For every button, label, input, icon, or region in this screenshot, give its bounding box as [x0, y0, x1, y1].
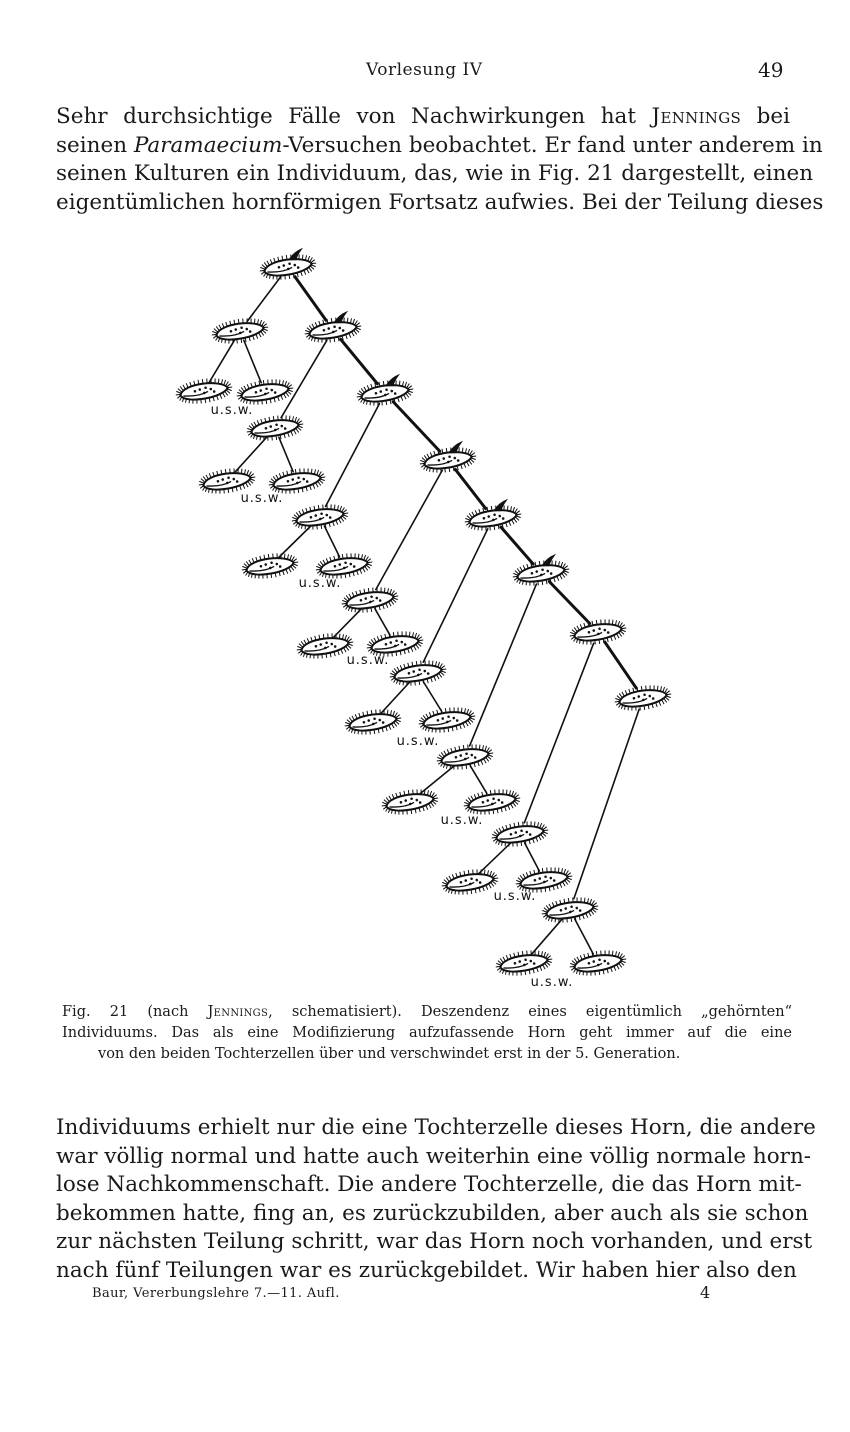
page-number: 49 — [758, 58, 784, 82]
branch-right-line — [575, 919, 594, 954]
paragraph-line: nach fünf Teilungen war es zurückgebildet. Wir haben hier also den — [56, 1257, 797, 1283]
signature-mark: 4 — [700, 1283, 711, 1302]
paramecium-cell — [210, 315, 270, 347]
paragraph-line: Individuums erhielt nur die eine Tochterzelle dieses Horn, die andere — [56, 1115, 816, 1140]
genus-name: Paramaecium — [133, 132, 283, 158]
figure-caption: Fig. 21 (nach Jennings, schematisiert). Deszendenz eines eigentümlich „gehörnten“ Individuums. Das als eine Modifizierung aufzufassende Horn geht immer auf die eine von den beiden Tochterzellen über und verschwindet erst in der 5. Generation. — [62, 1004, 793, 1062]
running-header: Vorlesung IV — [366, 60, 483, 80]
branch-left-line — [418, 763, 458, 795]
horned-paramecium — [511, 553, 571, 589]
horned-lineage-line — [295, 277, 326, 320]
usw-label: u.s.w. — [493, 889, 537, 904]
paramecium-cell — [245, 412, 305, 444]
normal-daughter-line — [524, 643, 593, 823]
footer-citation: Baur, Vererbungslehre 7.—11. Aufl. — [92, 1286, 340, 1301]
paramecium-cell — [435, 741, 495, 773]
hornless-paramecium — [613, 682, 673, 714]
paramecium-cell — [568, 947, 628, 979]
usw-label: u.s.w. — [396, 734, 440, 749]
branch-right-line — [375, 609, 390, 636]
horned-paramecium — [303, 310, 363, 346]
branch-right-line — [525, 843, 540, 871]
paramecium-cell — [540, 894, 600, 926]
horned-paramecium — [258, 247, 318, 283]
usw-label: u.s.w. — [440, 813, 484, 828]
branch-right-line — [470, 766, 487, 794]
usw-label: u.s.w. — [346, 653, 390, 668]
normal-daughter-line — [281, 340, 327, 417]
paragraph-bottom — [56, 1114, 816, 1285]
paramecium-cell — [340, 584, 400, 616]
horned-lineage-line — [455, 469, 485, 508]
branch-left-line — [531, 918, 564, 956]
paragraph-line: seinen Kulturen ein Individuum, das, wie in Fig. 21 dargestellt, einen — [56, 161, 814, 186]
paragraph-line: war völlig normal und hatte auch weiterhin eine völlig normale horn- — [56, 1143, 812, 1169]
paramecium-cell — [440, 866, 500, 898]
paragraph-line: bekommen hatte, fing an, es zurückzubilden, aber auch als sie schon — [56, 1200, 809, 1226]
branch-left-line — [332, 607, 363, 639]
normal-daughter-line — [423, 529, 488, 662]
horned-lineage-line — [501, 527, 533, 564]
paramecium-cell — [417, 704, 477, 736]
horned-lineage-line — [341, 339, 378, 383]
normal-daughter-line — [326, 404, 380, 507]
division-lines — [209, 277, 639, 956]
paramecium-cell — [380, 786, 440, 818]
normal-daughter-line — [247, 277, 281, 322]
branch-left-line — [209, 340, 235, 383]
horned-lineage-line — [393, 402, 440, 452]
branch-right-line — [423, 682, 441, 712]
usw-label: u.s.w. — [298, 576, 342, 591]
paramecium-cell — [388, 657, 448, 689]
usw-label: u.s.w. — [530, 975, 574, 990]
normal-daughter-line — [470, 584, 537, 746]
branch-right-line — [324, 526, 339, 557]
label-group — [211, 403, 574, 990]
horned-paramecium — [355, 373, 415, 409]
paragraph-line: zur nächsten Teilung schritt, war das Horn noch vorhanden, und erst — [56, 1229, 813, 1254]
hornless-paramecium — [568, 616, 628, 648]
horned-lineage-line — [549, 582, 589, 624]
branch-right-line — [279, 437, 293, 472]
horned-paramecium — [418, 440, 478, 476]
usw-label: u.s.w. — [240, 491, 284, 506]
normal-daughter-line — [376, 470, 442, 589]
paragraph-line: lose Nachkommenschaft. Die andere Tochterzelle, die das Horn mit- — [56, 1172, 802, 1197]
branch-left-line — [234, 435, 269, 473]
paragraph-line: Sehr durchsichtige Fälle von Nachwirkungen hat Jennings bei — [56, 104, 790, 129]
paramecium-cell — [343, 706, 403, 738]
horned-lineage-line — [605, 642, 636, 688]
branch-right-line — [244, 340, 261, 382]
paramecium-cell — [490, 818, 550, 850]
horned-paramecium — [463, 498, 523, 534]
branch-left-line — [477, 841, 513, 875]
paragraph-line: seinen Paramaecium-Versuchen beobachtet. Er fand unter anderem in — [56, 132, 823, 158]
paragraph-line: eigentümlichen hornförmigen Fortsatz aufwies. Bei der Teilung dieses — [56, 189, 824, 215]
paramecium-cell — [240, 550, 300, 582]
author-name: Jennings — [651, 104, 742, 129]
normal-daughter-line — [574, 709, 639, 898]
branch-left-line — [277, 524, 313, 559]
paramecium-cell — [290, 501, 350, 533]
usw-label: u.s.w. — [210, 403, 254, 418]
cell-group — [174, 247, 673, 979]
